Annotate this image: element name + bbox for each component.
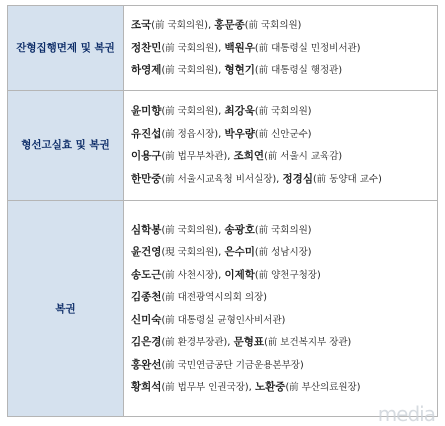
category-cell: 잔형집행면제 및 복권 — [8, 6, 124, 91]
person-name: 윤건영 — [131, 246, 162, 259]
person-line: 이용구(前 법무부차관), 조희연(前 서울시 교육감) — [131, 150, 343, 163]
person-name: 최강욱 — [224, 105, 255, 118]
table-row — [8, 90, 438, 201]
person-name: 한만중 — [131, 172, 162, 185]
person-position: (前 대전광역시의회 의장) — [161, 292, 267, 304]
table-body — [8, 6, 438, 417]
person-line: 황희석(前 법무부 인권국장), 노환중(前 부산의료원장) — [131, 381, 361, 394]
person-position: (前 국회의원) — [244, 20, 302, 32]
person-position: (前 사천시장) — [161, 269, 219, 281]
person-name: 김종천 — [131, 291, 162, 304]
person-position: (前 정읍시장) — [161, 128, 219, 140]
person-name: 박우량 — [224, 127, 255, 140]
person-position: (前 국회의원) — [161, 106, 219, 118]
person-position: (前 보건복지부 장관) — [264, 337, 352, 349]
person-position: (前 국회의원) — [161, 224, 219, 236]
person-name: 백원우 — [224, 41, 255, 54]
person-position: (前 부산의료원장) — [285, 382, 361, 394]
person-name: 하영제 — [131, 64, 162, 77]
watermark: media — [377, 402, 435, 426]
person-name: 김은경 — [131, 336, 162, 349]
person-position: (前 서울시교육청 비서실장) — [161, 173, 277, 185]
names-cell — [124, 90, 438, 201]
person-line: 하영제(前 국회의원), 형현기(前 대통령실 행정관) — [131, 64, 343, 77]
person-line: 윤미향(前 국회의원), 최강욱(前 국회의원) — [131, 105, 312, 118]
person-line — [131, 309, 437, 332]
person-line — [131, 286, 437, 309]
person-line: 유진섭(前 정읍시장), 박우량(前 신안군수) — [131, 127, 312, 140]
person-name: 조희연 — [233, 150, 265, 163]
person-name: 송광호 — [224, 223, 255, 236]
person-name: 송도근 — [131, 268, 162, 281]
person-position: (前 신안군수) — [254, 128, 312, 140]
person-position: (現 국회의원) — [161, 247, 219, 259]
person-position: (前 국회의원) — [151, 20, 208, 32]
person-name: 형현기 — [224, 64, 255, 77]
person-position: (前 국민연금공단 기금운용본부장) — [161, 359, 304, 371]
person-position: (前 대통령실 행정관) — [254, 65, 343, 77]
person-name: 이용구 — [131, 150, 162, 163]
person-name: 유진섭 — [131, 127, 162, 140]
names-cell — [124, 6, 438, 91]
person-name: 정경심 — [282, 172, 313, 185]
person-name: 은수미 — [224, 246, 255, 259]
person-name: 문형표 — [233, 336, 265, 349]
person-position: (前 국회의원) — [161, 42, 219, 54]
person-position: (前 서울시 교육감) — [264, 151, 343, 163]
person-position: (前 환경부장관) — [161, 337, 228, 349]
person-line: 김은경(前 환경부장관), 문형표(前 보건복지부 장관) — [131, 336, 352, 349]
person-line: 한만중(前 서울시교육청 비서실장), 정경심(前 동양대 교수) — [131, 172, 382, 185]
person-position: (前 국회의원) — [254, 224, 312, 236]
person-name: 노환중 — [255, 381, 286, 394]
person-name: 이제학 — [224, 268, 255, 281]
person-name: 심학봉 — [131, 223, 162, 236]
person-name: 조국 — [131, 19, 152, 32]
person-name: 홍완선 — [131, 358, 162, 371]
person-position: (前 동양대 교수) — [312, 173, 382, 185]
person-position: (前 대통령실 균형인사비서관) — [161, 314, 286, 326]
person-position: (前 국회의원) — [254, 106, 312, 118]
table-row — [8, 6, 438, 91]
person-position: (前 양천구청장) — [254, 269, 321, 281]
category-cell: 복권 — [8, 201, 124, 417]
person-position: (前 법무부차관) — [161, 151, 228, 163]
person-line: 조국(前 국회의원), 홍문종(前 국회의원) — [131, 19, 302, 32]
person-name: 정찬민 — [131, 41, 162, 54]
person-line: 정찬민(前 국회의원), 백원우(前 대통령실 민정비서관) — [131, 41, 361, 54]
category-cell: 형선고실효 및 복권 — [8, 90, 124, 201]
person-position: (前 법무부 인권국장) — [161, 382, 249, 394]
person-line: 윤건영(現 국회의원), 은수미(前 성남시장) — [131, 246, 312, 259]
person-name: 신미숙 — [131, 313, 162, 326]
person-name: 홍문종 — [214, 19, 245, 32]
person-name: 황희석 — [131, 381, 162, 394]
pardon-list-table — [7, 5, 438, 417]
person-position: (前 대통령실 민정비서관) — [254, 42, 361, 54]
person-line: 심학봉(前 국회의원), 송광호(前 국회의원) — [131, 223, 312, 236]
person-name: 윤미향 — [131, 105, 162, 118]
table-row — [8, 201, 438, 417]
person-position: (前 국회의원) — [161, 65, 219, 77]
names-cell — [124, 201, 438, 417]
person-line: 송도근(前 사천시장), 이제학(前 양천구청장) — [131, 268, 321, 281]
person-line — [131, 354, 437, 377]
person-position: (前 성남시장) — [254, 247, 312, 259]
